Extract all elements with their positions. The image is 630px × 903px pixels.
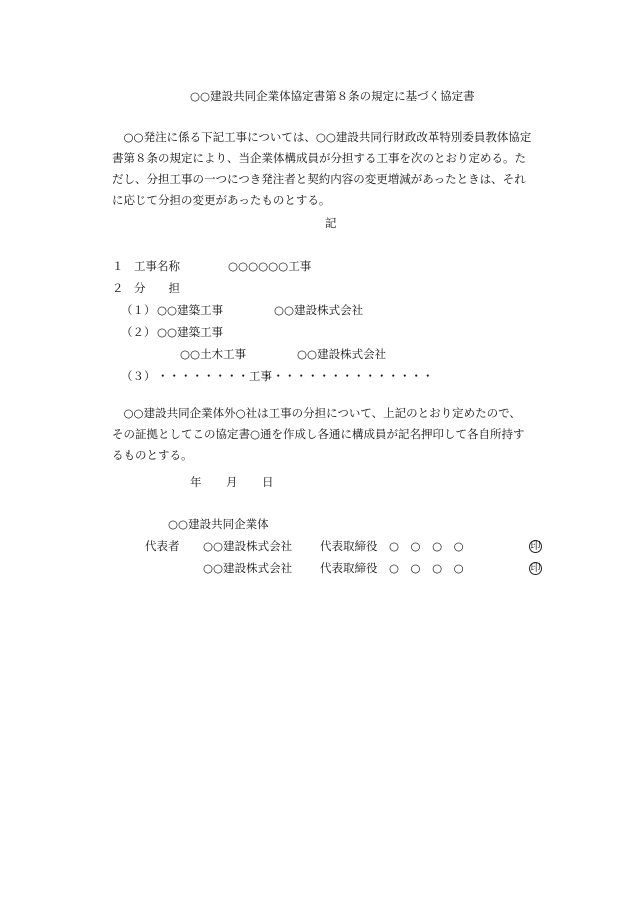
intro-text: ○○発注に係る下記工事については、○○建設共同行財政改革特別委員教体協定書第８条の規定により、当企業体構成員が分担する工事を次のとおり定める。ただし、分担工事の一つにつき発注者と契約内容の変更増減があったときは、それに応じて分担の変更があったものとする。 [112, 130, 532, 207]
assignment1-number: （１） [121, 303, 156, 317]
assignment3-number: （３） [121, 369, 156, 383]
item1-value: ○○○○○○工事 [228, 259, 312, 273]
assignment1-company: ○○建設株式会社 [274, 303, 364, 317]
signatory2-seal [529, 560, 542, 575]
item2-label: 分 担 [134, 281, 180, 295]
assignment1-work: ○○建築工事 [157, 303, 224, 317]
signatory1-role: 代表者 [145, 539, 180, 553]
intro-paragraph [112, 127, 532, 211]
signatory1-seal [529, 538, 542, 553]
date-month: 月 [226, 475, 238, 489]
ki-heading: 記 [325, 216, 337, 230]
closing-paragraph [112, 403, 532, 466]
item1-label: 工事名称 [134, 259, 180, 273]
assignment2-subcompany: ○○建設株式会社 [297, 347, 387, 361]
signatory2-company: ○○建設株式会社 [203, 561, 293, 575]
seal-stamp-icon: 印 [530, 541, 541, 552]
document-title: ○○建設共同企業体協定書第８条の規定に基づく協定書 [190, 89, 475, 103]
seal-stamp-icon: 印 [530, 563, 541, 574]
assignment3-work: ・・・・・・・・工事 [157, 369, 272, 383]
date-year: 年 [190, 475, 202, 489]
signatory1-name: ○ ○ ○ ○ [389, 539, 464, 553]
signatory2-title: 代表取締役 [320, 561, 378, 575]
jv-name: ○○建設共同企業体 [168, 517, 269, 531]
assignment2-work: ○○建築工事 [157, 325, 224, 339]
date-day: 日 [262, 475, 274, 489]
signatory1-company: ○○建設株式会社 [203, 539, 293, 553]
assignment2-number: （２） [121, 325, 156, 339]
signatory2-name: ○ ○ ○ ○ [389, 561, 464, 575]
signatory1-title: 代表取締役 [320, 539, 378, 553]
item1-number: １ [112, 259, 124, 273]
assignment3-company: ・・・・・・・・・・・・・・・ [261, 369, 434, 383]
closing-text: ○○建設共同企業体外○社は工事の分担について、上記のとおり定めたので、その証拠としてこの協定書○通を作成し各通に構成員が記名押印して各自所持するものとする。 [112, 406, 525, 462]
item2-number: ２ [112, 281, 124, 295]
assignment2-subwork: ○○土木工事 [180, 347, 247, 361]
